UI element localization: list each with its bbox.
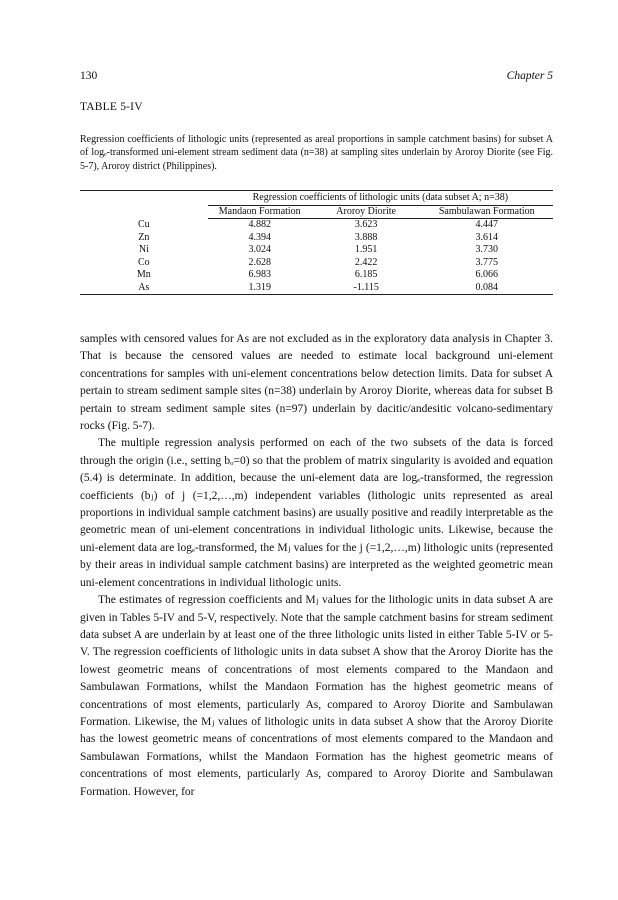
value-cell: 0.084: [421, 282, 553, 295]
value-cell: 3.888: [354, 231, 378, 243]
value-cell: 2.628: [248, 256, 271, 268]
table-caption: Regression coefficients of lithologic units (represented as areal proportions in sample catchment basins) for subset A of logₑ-transformed uni-element stream sediment data (n=38) at sampling sites underlain by Aroroy Diorite (see Fig. 5-7), Aroroy district (Philippines).: [80, 134, 553, 172]
value-cell: 6.066: [475, 269, 499, 280]
table-row: [80, 269, 553, 282]
table-row: [80, 257, 553, 270]
element-cell: Mn: [136, 269, 151, 280]
value-cell: 6.983: [248, 269, 271, 280]
value-cell: 1.319: [208, 282, 312, 295]
paragraph: The estimates of regression coefficients and Mⱼ values for the lithologic units in data subset A are given in Tables 5-IV and 5-V, respectively. Note that the sample catchment basins for stream sediment data subset A are underlain by at least one of the three lithologic units listed in either Table 5-IV or 5-V. The regression coefficients of lithologic units in data subset A show that the Aroroy Diorite has the lowest geometric means of concentrations of most elements compared to the Mandaon and Sambulawan Formations, whilst the Mandaon Formation has the highest geometric means of concentrations of most elements, particularly As, compared to Aroroy Diorite and Sambulawan Formation. Likewise, the Mⱼ values of lithologic units in data subset A show that the Aroroy Diorite has the lowest geometric means of concentrations of most elements compared to the Mandaon and Sambulawan Formations, whilst the Mandaon Formation has the highest geometric means of concentrations of most elements, particularly As, compared to Aroroy Diorite and Sambulawan Formation. However, for: [80, 594, 553, 798]
table-row: [80, 244, 553, 257]
table-row: [80, 232, 553, 245]
regression-table: [80, 190, 553, 295]
value-cell: 3.623: [354, 219, 378, 230]
paragraph: samples with censored values for As are not excluded as in the exploratory data analysis in Chapter 3. That is because the censored values are needed to estimate local background uni-element concentrations for samples with uni-element concentrations below detection limits. Data for subset A pertain to stream sediment sample sites (n=38) underlain by Aroroy Diorite, whereas data for subset B pertain to stream sediment sample sites (n=97) underlain by dacitic/andesitic volcano-sedimentary rocks (Fig. 5-7).: [80, 333, 553, 433]
chapter-title: Chapter 5: [506, 70, 553, 82]
value-cell: 3.614: [475, 231, 499, 243]
table-row: [80, 282, 553, 295]
table-group-header: Regression coefficients of lithologic units (data subset A; n=38): [252, 192, 509, 203]
value-cell: 4.394: [248, 231, 271, 243]
value-cell: 4.882: [248, 219, 271, 230]
element-cell: Cu: [138, 218, 150, 230]
value-cell: 2.422: [354, 256, 378, 268]
element-cell: As: [80, 282, 208, 295]
value-cell: 6.185: [354, 269, 378, 280]
body-text: [80, 331, 553, 801]
element-cell: Ni: [138, 244, 149, 255]
table-title: TABLE 5-IV: [80, 101, 143, 113]
value-cell: 3.775: [475, 256, 499, 268]
value-cell: -1.115: [312, 282, 421, 295]
table-row: [80, 219, 553, 232]
value-cell: 3.730: [475, 244, 499, 255]
column-header: Mandaon Formation: [208, 205, 312, 219]
value-cell: 3.024: [248, 244, 271, 255]
value-cell: 1.951: [354, 244, 378, 255]
column-header: Sambulawan Formation: [421, 205, 553, 219]
element-cell: Zn: [138, 231, 150, 243]
column-header: Aroroy Diorite: [312, 205, 421, 219]
page-number: 130: [80, 70, 98, 82]
value-cell: 4.447: [475, 219, 499, 230]
element-cell: Co: [138, 256, 150, 268]
paragraph: The multiple regression analysis performed on each of the two subsets of the data is forced through the origin (i.e., setting bₒ=0) so that the problem of matrix singularity is avoided and equation (5.4) is determinate. In addition, because the uni-element data are logₑ-transformed, the regression coefficients (bⱼ) of j (=1,2,…,m) independent variables (lithologic units represented as areal proportions in individual sample catchment basins) are usually positive and readily interpretable as the geometric mean of uni-element concentrations in individual lithologic units. Likewise, because the uni-element data are logₑ-transformed, the Mⱼ values for the j (=1,2,…,m) lithologic units (represented by their areas in individual sample catchment basins) are interpreted as the weighted geometric mean uni-element concentrations in individual lithologic units.: [80, 437, 553, 589]
